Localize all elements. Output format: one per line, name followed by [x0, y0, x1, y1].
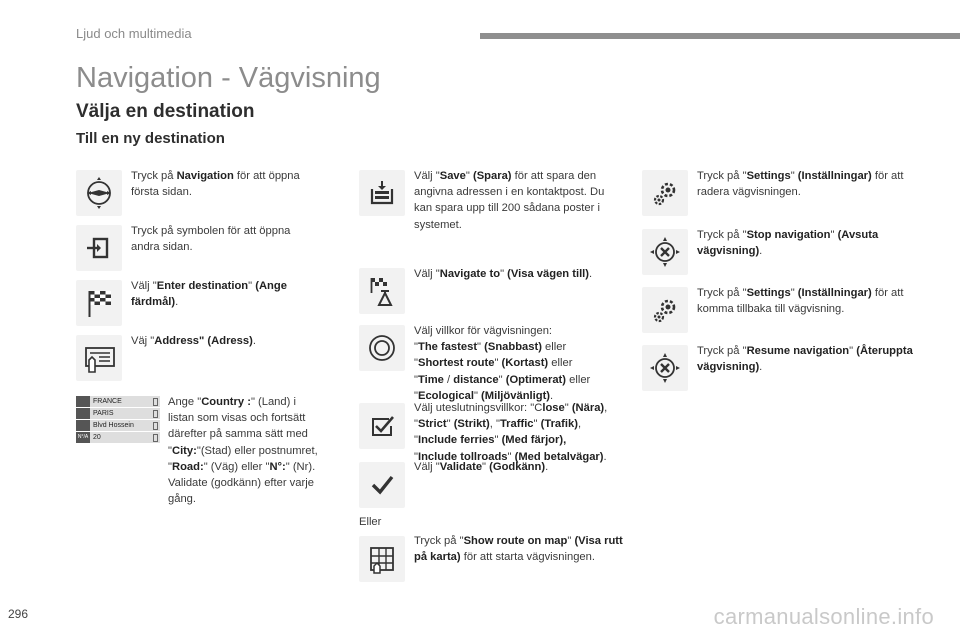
col3-item-stop-navigation: Tryck på "Stop navigation" (Avsuta vägvisning). — [697, 229, 879, 258]
col2-item-navigate: Välj "Navigate to" (Visa vägen till). — [414, 268, 593, 280]
header-bar — [480, 33, 960, 39]
checkmark-icon — [359, 462, 405, 508]
checkered-flag-icon — [76, 280, 122, 326]
page-arrow-icon — [76, 225, 122, 271]
page-number: 296 — [8, 607, 29, 621]
or-label: Eller — [359, 516, 382, 528]
col2-item-show-route: Tryck på "Show route on map" (Visa rutt på karta) för att starta vägvisningen. — [414, 535, 623, 564]
form-row-city: PARIS — [76, 408, 160, 419]
compass-icon — [76, 170, 122, 216]
col1-item-address: Väj "Address" (Adress). — [131, 335, 256, 347]
section-title: Välja en destination — [76, 101, 255, 122]
col2-item-save: Välj "Save" (Spara) för att spara den angivna adressen i en kontaktpost. Du kan spara upp till 200 sådana poster i systemet. — [414, 170, 605, 231]
address-form-illustration — [76, 396, 160, 444]
stop-navigation-icon — [642, 229, 688, 275]
save-icon — [359, 170, 405, 216]
sub-title: Till en ny destination — [76, 130, 225, 147]
col2-item-exclusion: Välj uteslutningsvillkor: "Close" (Nära), "Strict" (Strikt), "Traffic" (Trafik), "Include ferries" (Med färjor), "Include tollroads" (Med betalvägar). — [414, 402, 608, 463]
col3-item-settings-back: Tryck på "Settings" (Inställningar) för att komma tillbaka till vägvisning. — [697, 287, 904, 316]
criteria-icon — [359, 325, 405, 371]
form-row-country: FRANCE — [76, 396, 160, 407]
address-card-icon — [76, 335, 122, 381]
header-title: Ljud och multimedia — [76, 26, 192, 41]
col1-item-enter-destination: Välj "Enter destination" (Ange färdmål). — [131, 280, 287, 309]
form-row-number: N°/A 20 — [76, 432, 160, 443]
col1-item-symbol: Tryck på symbolen för att öppna andra sidan. — [131, 225, 291, 254]
map-route-icon — [359, 536, 405, 582]
settings-gears-icon — [642, 287, 688, 333]
col2-item-criteria: Välj villkor för vägvisningen: "The fastest" (Snabbast) eller "Shortest route" (Kortast) eller "Time / distance" (Optimerat) eller "Ecological" (Miljövänligt). — [414, 325, 591, 402]
flag-destination-icon — [359, 268, 405, 314]
form-row-road: Blvd Hossein — [76, 420, 160, 431]
watermark: carmanualsonline.info — [713, 604, 934, 629]
col3-item-resume-navigation: Tryck på "Resume navigation" (Återuppta vägvisning). — [697, 345, 913, 374]
col1-country-instructions: Ange "Country :" (Land) i listan som visas och fortsätt därefter på samma sätt med "City:"(Stad) eller postnumret, "Road:" (Väg) eller "N°:" (Nr). Validate (godkänn) efter varje gång. — [168, 396, 318, 506]
col1-item-navigation: Tryck på Navigation för att öppna första sidan. — [131, 170, 300, 199]
page-title: Navigation - Vägvisning — [76, 62, 381, 94]
col3-item-settings-clear: Tryck på "Settings" (Inställningar) för att radera vägvisningen. — [697, 170, 904, 199]
exclusion-icon — [359, 403, 405, 449]
settings-gears-icon — [642, 170, 688, 216]
col2-item-validate: Välj "Validate" (Godkänn). — [414, 461, 549, 473]
resume-navigation-icon — [642, 345, 688, 391]
